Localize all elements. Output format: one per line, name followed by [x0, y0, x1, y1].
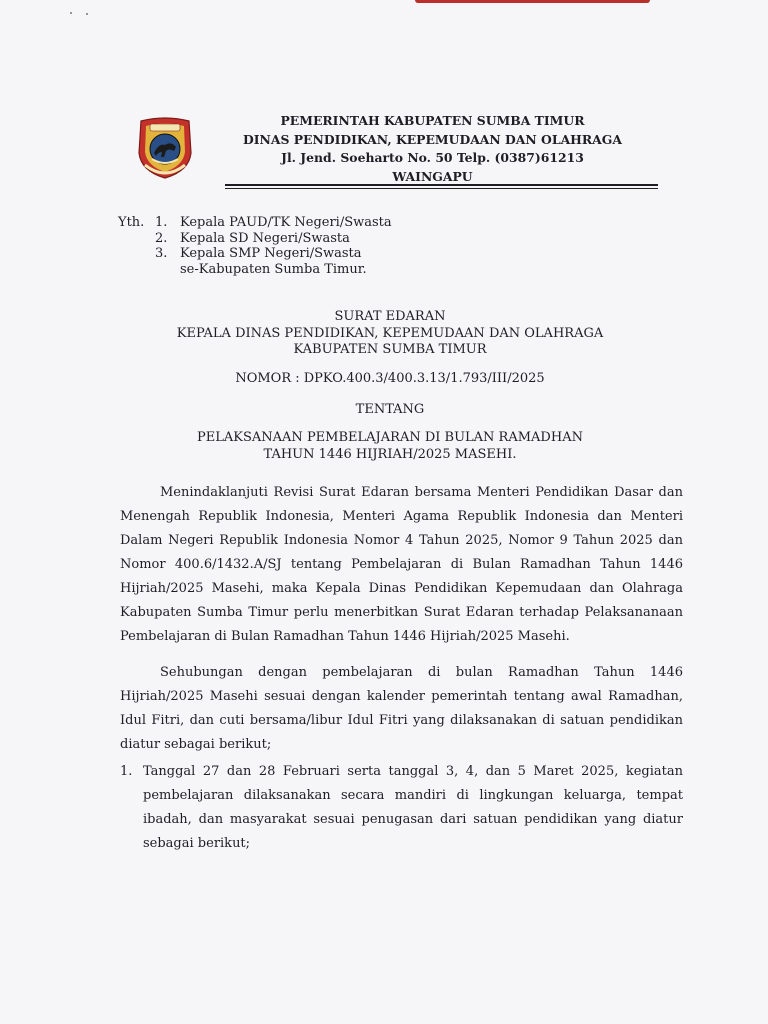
regency-emblem-logo	[133, 115, 197, 181]
letter-subject	[120, 430, 660, 463]
letterhead-rule-thin	[225, 188, 658, 189]
recipient-text: Kepala SD Negeri/Swasta	[180, 230, 350, 246]
recipient-text: Kepala SMP Negeri/Swasta	[180, 246, 362, 261]
recipient-row	[118, 246, 392, 262]
body-paragraph-1: Menindaklanjuti Revisi Surat Edaran bersama Menteri Pendidikan Dasar dan Menengah Republik Indonesia, Menteri Agama Republik Indonesia dan Menteri Dalam Negeri Republik Indonesia Nomor 4 Tahun 2025, Nomor 9 Tahun 2025 dan Nomor 400.6/1432.A/SJ tentang Pembelajaran di Bulan Ramadhan Tahun 1446 Hijriah/2025 Masehi, maka Kepala Dinas Pendidikan Kepemudaan dan Olahraga Kabupaten Sumba Timur perlu menerbitkan Surat Edaran terhadap Pelaksananaan Pembelajaran di Bulan Ramadhan Tahun 1446 Hijriah/2025 Masehi.	[120, 485, 683, 644]
letterhead	[205, 112, 660, 186]
title-issuer: KEPALA DINAS PENDIDIKAN, KEPEMUDAAN DAN OLAHRAGA	[176, 325, 604, 341]
recipient-row	[118, 215, 392, 231]
title-surat-edaran: SURAT EDARAN	[334, 309, 446, 324]
red-edge-mark	[415, 0, 650, 3]
list-item	[120, 760, 683, 856]
recipient-row	[118, 231, 392, 247]
scan-speck	[70, 12, 72, 14]
recipient-text: Kepala PAUD/TK Negeri/Swasta	[180, 215, 392, 230]
title-regency: KABUPATEN SUMBA TIMUR	[293, 342, 487, 357]
recipients-closing-row	[118, 262, 392, 278]
letter-title	[120, 309, 660, 359]
scan-speck	[86, 13, 88, 15]
letter-number: NOMOR : DPKO.400.3/400.3.13/1.793/III/2025	[235, 371, 545, 386]
recipient-number: 3.	[155, 246, 168, 261]
recipient-number: 1.	[155, 215, 168, 230]
tentang-label: TENTANG	[355, 402, 425, 417]
subject-line-2: TAHUN 1446 HIJRIAH/2025 MASEHI.	[263, 446, 517, 462]
provisions-list	[120, 760, 683, 856]
recipient-number: 2.	[155, 230, 168, 246]
recipients-closing: se-Kabupaten Sumba Timur.	[180, 261, 367, 277]
letterhead-rule	[225, 184, 658, 186]
recipients-prefix: Yth.	[118, 215, 145, 230]
letter-body	[120, 481, 683, 856]
subject-line-1: PELAKSANAAN PEMBELAJARAN DI BULAN RAMADHAN	[197, 430, 583, 445]
letterhead-address: Jl. Jend. Soeharto No. 50 Telp. (0387)61213	[281, 150, 584, 165]
recipients-block	[118, 215, 392, 277]
emblem-icon	[133, 115, 197, 181]
list-item-number: 1.	[120, 764, 133, 779]
letterhead-agency: DINAS PENDIDIKAN, KEPEMUDAAN DAN OLAHRAGA	[243, 131, 622, 147]
list-item-text: Tanggal 27 dan 28 Februari serta tanggal 3, 4, dan 5 Maret 2025, kegiatan pembelajaran dilaksanakan secara mandiri di lingkungan keluarga, tempat ibadah, dan masyarakat sesuai penugasan dari satuan pendidikan yang diatur sebagai berikut;	[143, 764, 683, 851]
letterhead-government: PEMERINTAH KABUPATEN SUMBA TIMUR	[280, 113, 585, 128]
body-paragraph-2: Sehubungan dengan pembelajaran di bulan Ramadhan Tahun 1446 Hijriah/2025 Masehi sesuai dengan kalender pemerintah tentang awal Ramadhan, Idul Fitri, dan cuti bersama/libur Idul Fitri yang dilaksanakan di satuan pendidikan diatur sebagai berikut;	[120, 665, 683, 752]
letterhead-city: WAINGAPU	[392, 168, 473, 184]
